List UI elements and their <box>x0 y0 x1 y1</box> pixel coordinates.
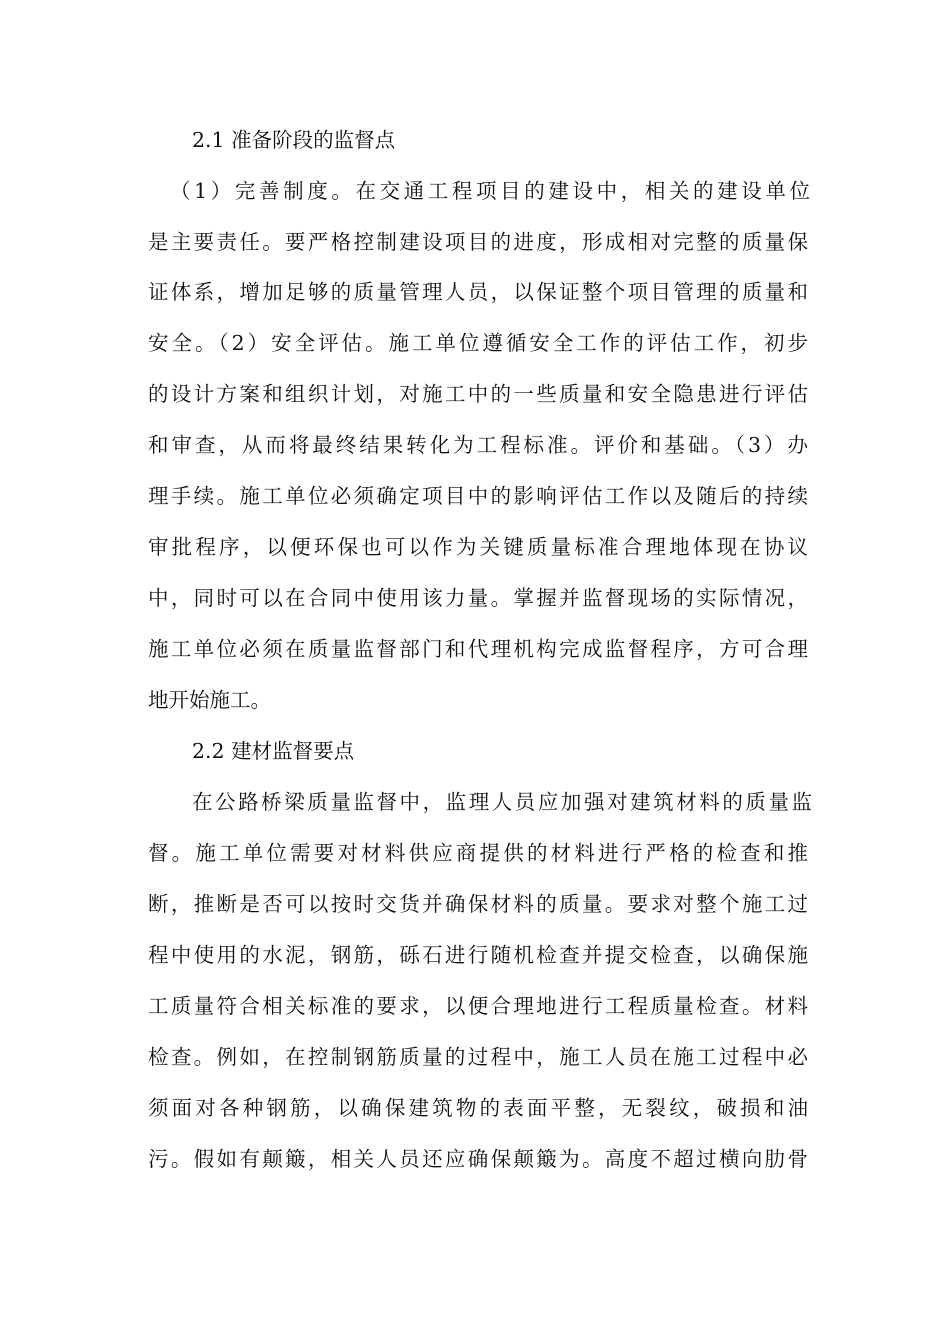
paragraph-line: 污。假如有颠簸，相关人员还应确保颠簸为。高度不超过横向肋骨 <box>148 1147 808 1171</box>
paragraph-line: 断，推断是否可以按时交货并确保材料的质量。要求对整个施工过 <box>148 892 808 916</box>
paragraph-line: 中，同时可以在合同中使用该力量。掌握并监督现场的实际情况， <box>148 586 808 610</box>
paragraph-line: 施工单位必须在质量监督部门和代理机构完成监督程序，方可合理 <box>148 637 808 661</box>
paragraph-line: 理手续。施工单位必须确定项目中的影响评估工作以及随后的持续 <box>148 484 808 508</box>
paragraph-line: 工质量符合相关标准的要求，以便合理地进行工程质量检查。材料 <box>148 994 808 1018</box>
paragraph-line: 的设计方案和组织计划，对施工中的一些质量和安全隐患进行评估 <box>148 382 808 406</box>
paragraph-line: 是主要责任。要严格控制建设项目的进度，形成相对完整的质量保 <box>148 230 808 254</box>
paragraph-line: 在公路桥梁质量监督中，监理人员应加强对建筑材料的质量监 <box>192 790 812 814</box>
paragraph-line: 地开始施工。 <box>148 688 271 712</box>
paragraph-line: 须面对各种钢筋，以确保建筑物的表面平整，无裂纹，破损和油 <box>148 1096 808 1120</box>
paragraph-line: 审批程序，以便环保也可以作为关键质量标准合理地体现在协议 <box>148 535 808 559</box>
paragraph-line: 程中使用的水泥，钢筋，砾石进行随机检查并提交检查，以确保施 <box>148 943 808 967</box>
paragraph-line: 检查。例如，在控制钢筋质量的过程中，施工人员在施工过程中必 <box>148 1045 808 1069</box>
paragraph-line: 安全。（2）安全评估。施工单位遵循安全工作的评估工作，初步 <box>148 331 808 355</box>
paragraph-line: 证体系，增加足够的质量管理人员，以保证整个项目管理的质量和 <box>148 280 808 304</box>
paragraph-line: 和审查，从而将最终结果转化为工程标准。评价和基础。（3）办 <box>148 433 808 457</box>
paragraph-line: （1）完善制度。在交通工程项目的建设中，相关的建设单位 <box>170 179 810 203</box>
section-heading-2-2: 2.2 建材监督要点 <box>192 739 355 763</box>
paragraph-line: 督。施工单位需要对材料供应商提供的材料进行严格的检查和推 <box>148 841 808 865</box>
section-heading-2-1: 2.1 准备阶段的监督点 <box>192 128 396 152</box>
